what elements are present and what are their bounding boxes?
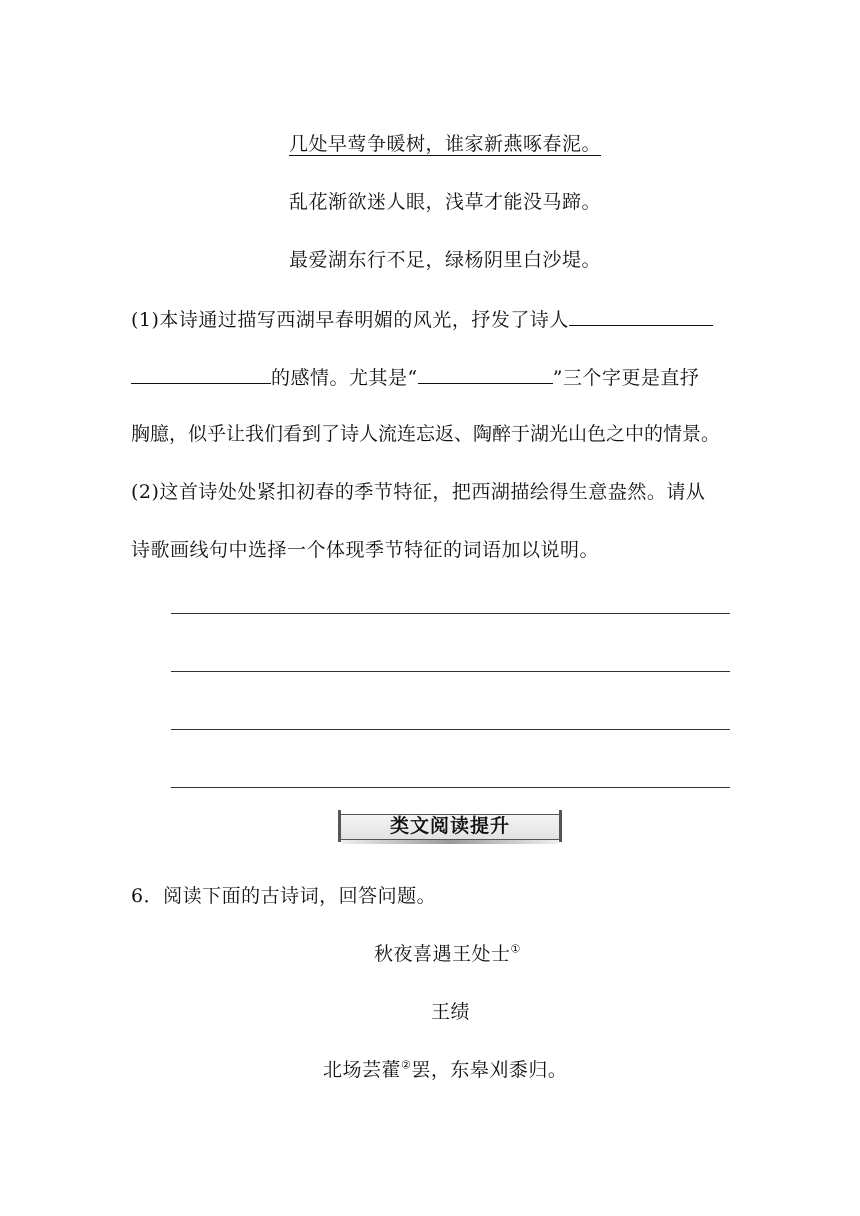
question-part1-suffix: ”三个字更是直抒 bbox=[552, 367, 700, 389]
question-text bbox=[131, 363, 699, 391]
poem-title-text: 秋夜喜遇王处士 bbox=[374, 943, 511, 965]
footnote-marker: ① bbox=[510, 942, 521, 956]
question-text: 诗歌画线句中选择一个体现季节特征的词语加以说明。 bbox=[131, 539, 600, 561]
question-part1-prefix: (1)本诗通过描写西湖早春明媚的风光，抒发了诗人 bbox=[131, 309, 569, 331]
poem-line: 乱花渐欲迷人眼，浅草才能没马蹄。 bbox=[289, 191, 602, 213]
poem-title bbox=[374, 941, 521, 967]
fill-blank-1b[interactable] bbox=[131, 363, 271, 384]
question-text: 胸臆，似乎让我们看到了诗人流连忘返、陶醉于湖光山色之中的情景。 bbox=[131, 423, 721, 445]
fill-blank-2[interactable] bbox=[418, 363, 553, 384]
poem-author: 王绩 bbox=[431, 1001, 471, 1023]
section-banner bbox=[338, 810, 562, 840]
question-text: (2)这首诗处处紧扣初春的季节特征，把西湖描绘得生意盎然。请从 bbox=[131, 481, 706, 503]
question-text bbox=[131, 305, 713, 333]
poem-line: 最爱湖东行不足，绿杨阴里白沙堤。 bbox=[289, 249, 602, 271]
poem-line-underlined: 几处早莺争暖树，谁家新燕啄春泥。 bbox=[289, 133, 602, 155]
answer-line[interactable] bbox=[171, 613, 730, 614]
question-prompt: 6．阅读下面的古诗词，回答问题。 bbox=[131, 885, 437, 907]
answer-line[interactable] bbox=[171, 787, 730, 788]
question-part1-mid: 的感情。尤其是“ bbox=[271, 367, 418, 389]
answer-line[interactable] bbox=[171, 671, 730, 672]
answer-line[interactable] bbox=[171, 729, 730, 730]
fill-blank-1a[interactable] bbox=[569, 305, 713, 326]
poem-line bbox=[323, 1057, 567, 1083]
poem-line-part-a: 北场芸藿 bbox=[323, 1059, 402, 1081]
poem-line-part-b: 罢，东皋刈黍归。 bbox=[411, 1059, 568, 1081]
section-title: 类文阅读提升 bbox=[389, 815, 510, 837]
footnote-marker: ② bbox=[401, 1058, 412, 1072]
